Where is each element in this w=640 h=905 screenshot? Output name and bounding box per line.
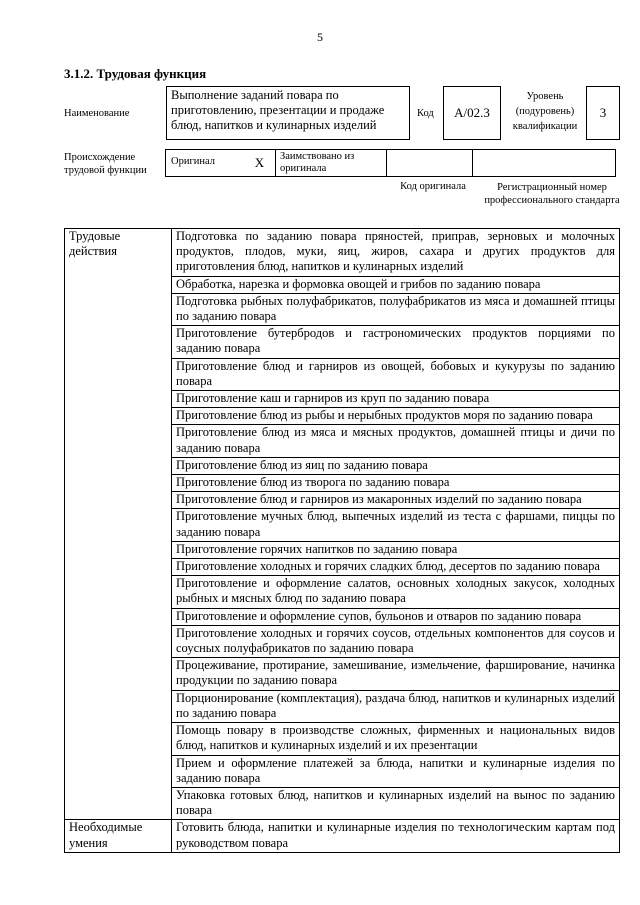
labor-action-item: Обработка, нарезка и формовка овощей и грибов по заданию повара bbox=[172, 276, 620, 293]
labor-action-item: Приготовление мучных блюд, выпечных изделий из теста с фаршами, пиццы по заданию повара bbox=[172, 509, 620, 541]
labor-action-item: Прием и оформление платежей за блюда, напитки и кулинарные изделия по заданию повара bbox=[172, 755, 620, 787]
borrowed-cell: Заимствовано из оригинала bbox=[275, 149, 387, 177]
labor-action-item: Приготовление блюд из творога по заданию повара bbox=[172, 475, 620, 492]
skill-row bbox=[65, 820, 620, 852]
reg-number-cell bbox=[472, 149, 616, 177]
original-mark: X bbox=[244, 149, 276, 177]
code-value: А/02.3 bbox=[454, 105, 490, 120]
reg-number-label: Регистрационный номер профессионального стандарта bbox=[484, 182, 620, 206]
code-label: Код bbox=[417, 108, 434, 119]
original-cell: Оригинал bbox=[165, 149, 245, 177]
origin-label: Происхождение трудовой функции bbox=[64, 152, 147, 176]
function-name-box bbox=[166, 86, 410, 140]
labor-action-item: Подготовка по заданию повара пряностей, приправ, зерновых и молочных продуктов, плодов, муки, яиц, жиров, сахара и других продуктов для приготовления блюд, напитков и кулинарных изделий bbox=[172, 229, 620, 277]
code-original-cell bbox=[386, 149, 473, 177]
level-box bbox=[586, 86, 620, 140]
section-title: 3.1.2. Трудовая функция bbox=[64, 66, 207, 81]
labor-action-item: Приготовление горячих напитков по заданию повара bbox=[172, 541, 620, 558]
name-label: Наименование bbox=[64, 108, 130, 119]
skill-item: Готовить блюда, напитки и кулинарные изделия по технологическим картам под руководством повара bbox=[172, 820, 620, 852]
labor-action-item: Приготовление блюд и гарниров из макаронных изделий по заданию повара bbox=[172, 492, 620, 509]
labor-action-item: Приготовление блюд из яиц по заданию повара bbox=[172, 457, 620, 474]
labor-action-item: Подготовка рыбных полуфабрикатов, полуфабрикатов из мяса и домашней птицы по заданию повара bbox=[172, 293, 620, 325]
level-label: Уровень (подуровень) квалификации bbox=[512, 91, 578, 132]
level-value: 3 bbox=[599, 105, 607, 120]
labor-action-item: Приготовление и оформление салатов, основных холодных закусок, холодных рыбных и мясных блюд по заданию повара bbox=[172, 576, 620, 608]
skill-label: Необходимые умения bbox=[65, 820, 172, 852]
labor-function-table bbox=[64, 228, 620, 853]
function-name-value: Выполнение заданий повара по приготовлению, презентации и продаже блюд, напитков и кулинарных изделий bbox=[171, 88, 385, 132]
labor-action-item: Приготовление блюд и гарниров из овощей, бобовых и кукурузы по заданию повара bbox=[172, 358, 620, 390]
labor-action-item: Приготовление и оформление супов, бульонов и отваров по заданию повара bbox=[172, 608, 620, 625]
origin-row bbox=[166, 149, 616, 177]
code-box bbox=[443, 86, 501, 140]
labor-action-item: Приготовление бутербродов и гастрономических продуктов порциями по заданию повара bbox=[172, 326, 620, 358]
labor-action-item: Процеживание, протирание, замешивание, измельчение, фарширование, начинка продукции по заданию повара bbox=[172, 658, 620, 690]
labor-action-label: Трудовые действия bbox=[65, 229, 172, 820]
labor-action-row bbox=[65, 229, 620, 277]
labor-action-item: Упаковка готовых блюд, напитков и кулинарных изделий на вынос по заданию повара bbox=[172, 787, 620, 819]
labor-action-item: Порционирование (комплектация), раздача блюд, напитков и кулинарных изделий по заданию повара bbox=[172, 690, 620, 722]
labor-action-item: Помощь повару в производстве сложных, фирменных и национальных видов блюд, напитков и кулинарных изделий и их презентации bbox=[172, 723, 620, 755]
labor-action-item: Приготовление холодных и горячих сладких блюд, десертов по заданию повара bbox=[172, 559, 620, 576]
page-number: 5 bbox=[317, 30, 323, 44]
labor-action-item: Приготовление блюд из рыбы и нерыбных продуктов моря по заданию повара bbox=[172, 408, 620, 425]
code-original-label: Код оригинала bbox=[400, 181, 466, 192]
labor-action-item: Приготовление холодных и горячих соусов, отдельных компонентов для соусов и соусных полуфабрикатов по заданию повара bbox=[172, 625, 620, 657]
labor-action-item: Приготовление каш и гарниров из круп по заданию повара bbox=[172, 391, 620, 408]
labor-action-item: Приготовление блюд из мяса и мясных продуктов, домашней птицы и дичи по заданию повара bbox=[172, 425, 620, 457]
